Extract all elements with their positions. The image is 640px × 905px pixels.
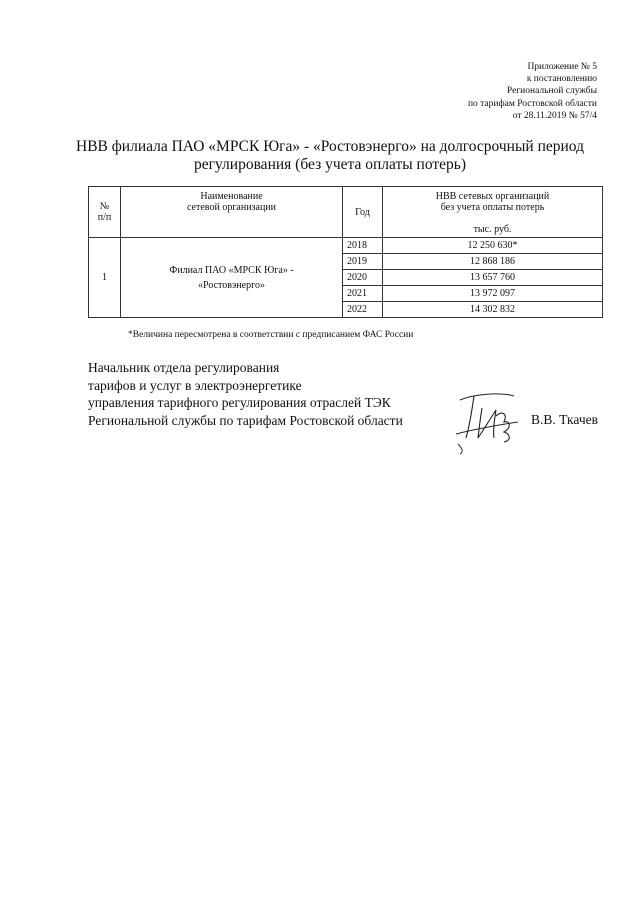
table-header-row — [89, 187, 603, 238]
signer-name: В.В. Ткачев — [530, 412, 598, 427]
position-line: управления тарифного регулирования отраслей ТЭК — [88, 395, 391, 411]
handwritten-signature — [452, 386, 522, 456]
signature-block — [88, 359, 403, 429]
header-year: Год — [343, 187, 383, 238]
appendix-line: Приложение № 5 — [527, 62, 597, 72]
value-cell: 12 250 630* — [383, 238, 603, 254]
header-org-line-2: сетевой организации — [187, 202, 276, 213]
document-title — [40, 138, 620, 174]
position-line: тарифов и услуг в электроэнергетике — [88, 377, 302, 393]
header-org — [121, 187, 343, 238]
year-cell: 2020 — [343, 270, 383, 286]
appendix-line: по тарифам Ростовской области — [467, 98, 597, 109]
value-cell: 12 868 186 — [383, 254, 603, 270]
position-line: Региональной службы по тарифам Ростовской области — [88, 412, 403, 428]
header-num-line-1: № — [99, 201, 110, 212]
header-num — [89, 187, 121, 238]
header-nvv-line-1: НВВ сетевых организаций — [435, 191, 550, 202]
row-num: 1 — [89, 238, 121, 318]
appendix-header — [468, 61, 597, 122]
position-line: Начальник отдела регулирования — [88, 360, 280, 375]
header-org-line-1: Наименование — [200, 191, 263, 202]
row-org-line-1: Филиал ПАО «МРСК Юга» - — [169, 264, 294, 276]
table-row — [89, 238, 603, 254]
appendix-line: к постановлению — [526, 74, 597, 85]
title-line-1: НВВ филиала ПАО «МРСК Юга» - «Ростовэнерго» на долгосрочный период — [76, 138, 584, 155]
header-num-line-2: п/п — [97, 212, 112, 223]
appendix-line: Региональной службы — [506, 86, 597, 97]
row-org — [121, 238, 343, 318]
value-cell: 13 972 097 — [383, 286, 603, 302]
footnote: *Величина пересмотрена в соответствии с предписанием ФАС России — [128, 330, 414, 340]
header-nvv — [383, 187, 603, 238]
year-cell: 2019 — [343, 254, 383, 270]
year-cell: 2018 — [343, 238, 383, 254]
appendix-line: от 28.11.2019 № 57/4 — [512, 110, 597, 121]
row-org-line-2: «Ростовэнерго» — [198, 279, 265, 291]
nvv-table — [88, 186, 603, 318]
title-line-2: регулирования (без учета оплаты потерь) — [193, 156, 467, 173]
header-unit: тыс. руб. — [473, 224, 512, 235]
year-cell: 2021 — [343, 286, 383, 302]
header-nvv-line-2: без учета оплаты потерь — [440, 202, 545, 213]
value-cell: 13 657 760 — [383, 270, 603, 286]
year-cell: 2022 — [343, 302, 383, 318]
value-cell: 14 302 832 — [383, 302, 603, 318]
